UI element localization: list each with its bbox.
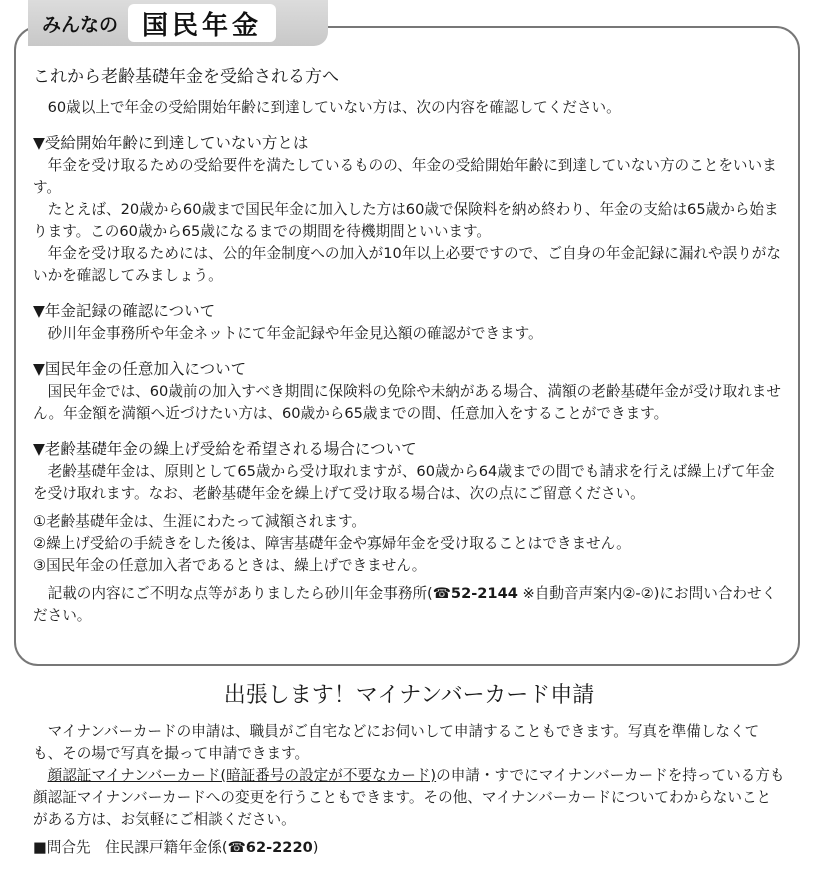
contact-suffix: ※自動音声案内②-②)にお問い合わせください。 (33, 585, 777, 624)
paragraph: 年金を受け取るためには、公的年金制度への加入が10年以上必要ですので、ご自身の年金記録に漏れや誤りがないかを確認してみましょう。 (33, 245, 781, 284)
list-item: ①老齢基礎年金は、生涯にわたって減額されます。 (33, 513, 366, 530)
list-item: ③国民年金の任意加入者であるときは、繰上げできません。 (33, 557, 427, 574)
paragraph: 老齢基礎年金は、原則として65歳から受け取れますが、60歳から64歳までの間でも請求を行えば繰上げて年金を受け取れます。なお、老齢基礎年金を繰上げて受け取る場合は、次の点にご留意ください。 (33, 463, 775, 502)
heading-record-check: ▼年金記録の確認について (33, 302, 216, 320)
mynumber-title: 出張します！マイナンバーカード申請 (223, 683, 595, 708)
inquiry-label: ■問合先 住民課戸籍年金係( (33, 839, 228, 856)
paragraph-rest: の申請・すでにマイナンバーカードを持っている方も顔認証マイナンバーカードへの変更を行うこともできます。その他、マイナンバーカードについてわからないことがある方は、お気軽にご相談ください。 (33, 767, 785, 828)
inquiry-end: ) (312, 839, 319, 856)
header-small-text: みんなの (42, 13, 119, 36)
paragraph: マイナンバーカードの申請は、職員がご自宅などにお伺いして申請することもできます。写真を準備しなくても、その場で写真を撮って申請できます。 (33, 723, 760, 762)
pension-office-phone: ☎52-2144 (432, 585, 518, 602)
resident-section-phone: ☎62-2220 (227, 839, 313, 856)
paragraph (33, 765, 785, 831)
mynumber-section (33, 678, 785, 859)
inquiry-contact (33, 837, 785, 859)
section-header-tab (28, 0, 328, 46)
article-content (33, 62, 785, 627)
paragraph: 国民年金では、60歳前の加入すべき期間に保険料の免除や未納がある場合、満額の老齢基礎年金が受け取れません。年金額を満額へ近づけたい方は、60歳から65歳までの間、任意加入をすることができます。 (33, 383, 781, 422)
face-auth-card-text: 顔認証マイナンバーカード(暗証番号の設定が不要なカード) (47, 767, 437, 784)
paragraph: 年金を受け取るための受給要件を満たしているものの、年金の受給開始年齢に到達していない方のことをいいます。 (33, 157, 777, 196)
contact-prefix: 記載の内容にご不明な点等がありましたら砂川年金事務所( (47, 585, 433, 602)
header-title: 国民年金 (128, 4, 276, 42)
article-title: これから老齢基礎年金を受給される方へ (33, 67, 339, 87)
paragraph: 砂川年金事務所や年金ネットにて年金記録や年金見込額の確認ができます。 (47, 325, 543, 342)
heading-waiting-period: ▼受給開始年齢に到達していない方とは (33, 134, 309, 152)
intro-text: 60歳以上で年金の受給開始年齢に到達していない方は、次の内容を確認してください。 (47, 99, 621, 116)
list-item: ②繰上げ受給の手続きをした後は、障害基礎年金や寡婦年金を受け取ることはできません。 (33, 535, 631, 552)
contact-text (33, 583, 785, 627)
heading-early-receipt: ▼老齢基礎年金の繰上げ受給を希望される場合について (33, 440, 417, 458)
heading-voluntary-enrollment: ▼国民年金の任意加入について (33, 360, 247, 378)
paragraph: たとえば、20歳から60歳まで国民年金に加入した方は60歳で保険料を納め終わり、年金の支給は65歳から始まります。この60歳から65歳になるまでの期間を待機期間といいます。 (33, 201, 779, 240)
